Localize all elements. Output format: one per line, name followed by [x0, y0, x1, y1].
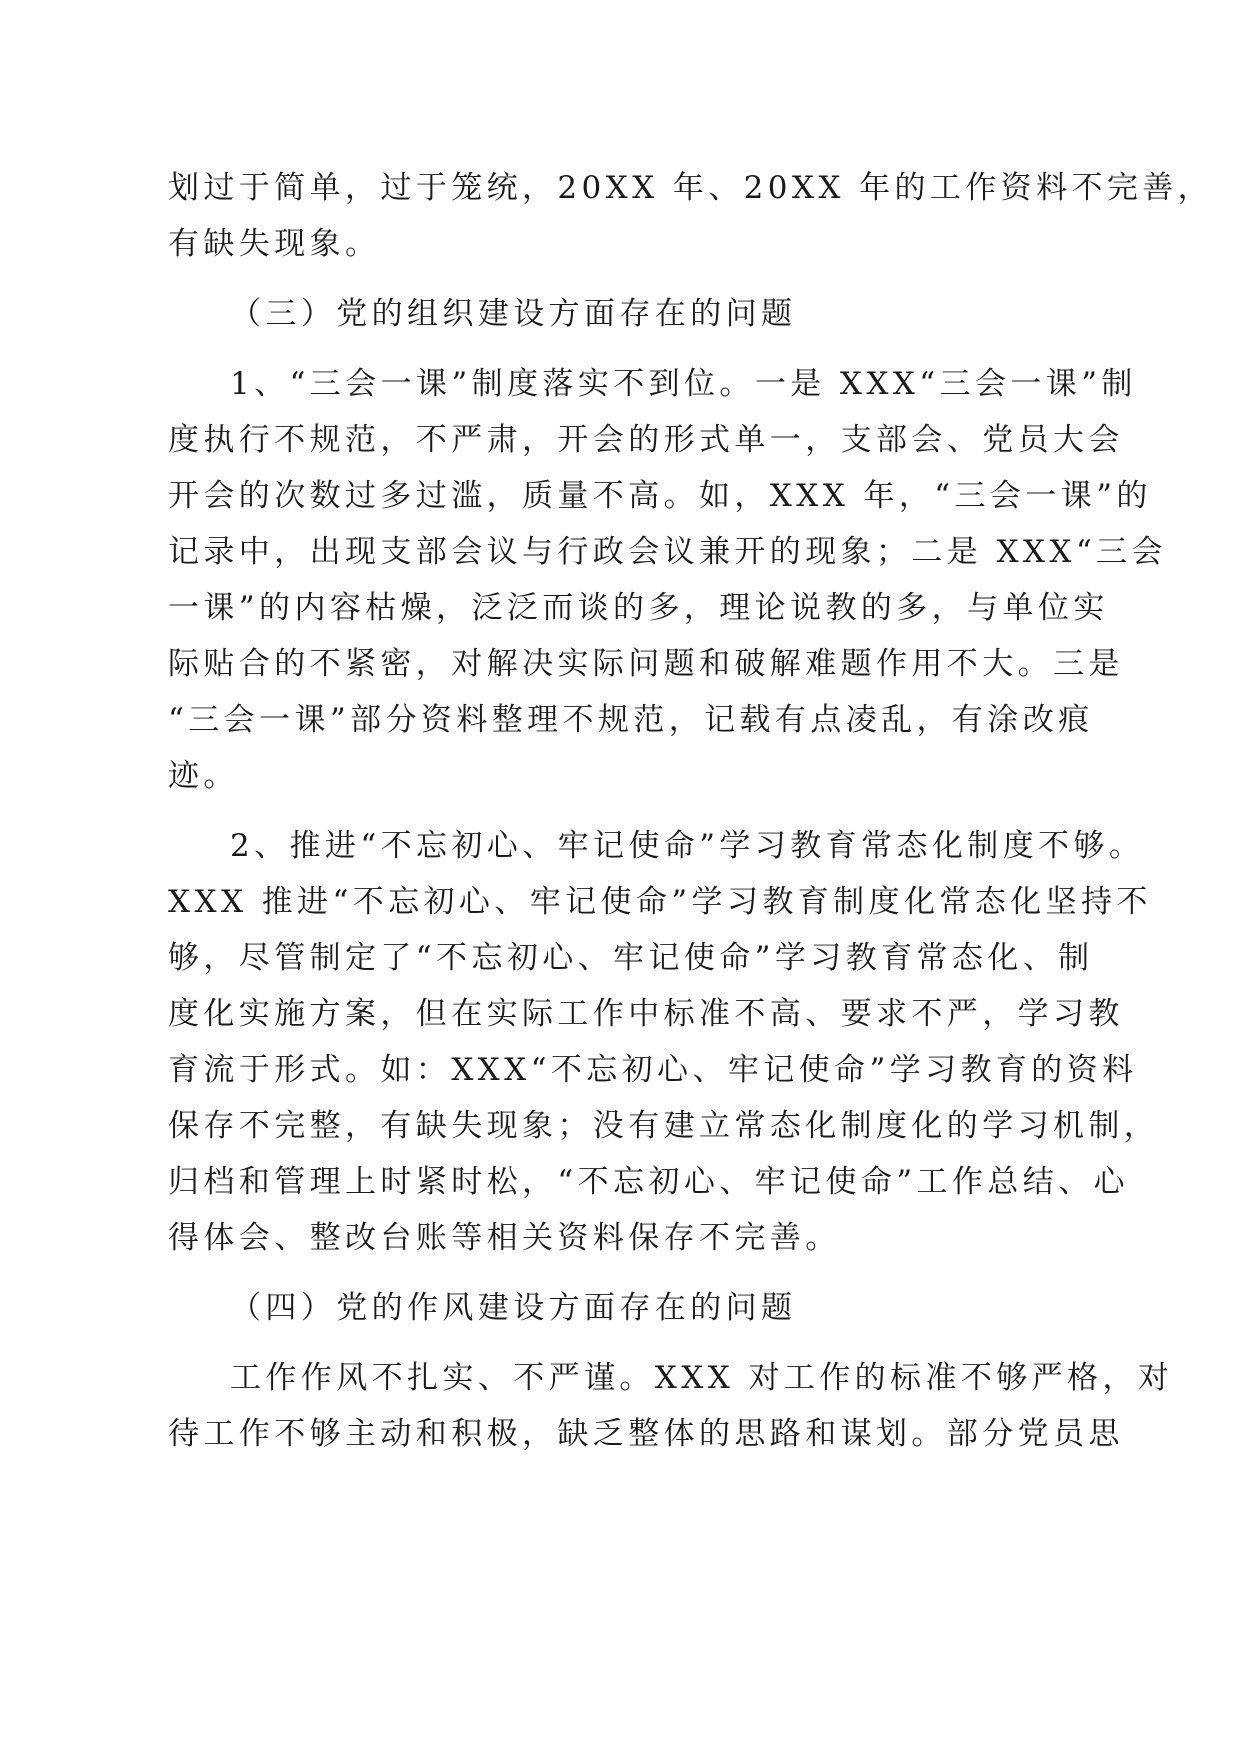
body-text-line: 划过于简单，过于笼统，20XX 年、20XX 年的工作资料不完善， — [168, 170, 1214, 206]
section-heading-4: （四）党的作风建设方面存在的问题 — [230, 1290, 797, 1326]
section-heading-3: （三）党的组织建设方面存在的问题 — [230, 296, 797, 332]
body-text-line: “三会一课”部分资料整理不规范，记载有点凌乱，有涂改痕 — [168, 702, 1094, 738]
body-text-line: 1、“三会一课”制度落实不到位。一是 XXX“三会一课”制 — [230, 366, 1137, 402]
body-text-line: 归档和管理上时紧时松，“不忘初心、牢记使命”工作总结、心 — [168, 1164, 1129, 1200]
body-text-line: 2、推进“不忘初心、牢记使命”学习教育常态化制度不够。 — [230, 828, 1145, 864]
body-text-line: 得体会、整改台账等相关资料保存不完善。 — [168, 1220, 841, 1256]
body-text-line: 育流于形式。如：XXX“不忘初心、牢记使命”学习教育的资料 — [168, 1052, 1138, 1088]
body-text-line: 开会的次数过多过滥，质量不高。如，XXX 年，“三会一课”的 — [168, 478, 1152, 514]
body-text-line: 际贴合的不紧密，对解决实际问题和破解难题作用不大。三是 — [168, 646, 1124, 682]
body-text-line: 迹。 — [168, 758, 239, 794]
body-text-line: 记录中，出现支部会议与行政会议兼开的现象；二是 XXX“三会 — [168, 534, 1167, 570]
body-text-line: 待工作不够主动和积极，缺乏整体的思路和谋划。部分党员思 — [168, 1416, 1124, 1452]
body-text-line: 够，尽管制定了“不忘初心、牢记使命”学习教育常态化、制 — [168, 940, 1094, 976]
body-text-line: 保存不完整，有缺失现象；没有建立常态化制度化的学习机制， — [168, 1108, 1160, 1144]
body-text-line: 工作作风不扎实、不严谨。XXX 对工作的标准不够严格，对 — [230, 1360, 1174, 1396]
body-text-line: 度化实施方案，但在实际工作中标准不高、要求不严，学习教 — [168, 996, 1124, 1032]
body-text-line: 度执行不规范，不严肃，开会的形式单一，支部会、党员大会 — [168, 422, 1124, 458]
body-text-line: 有缺失现象。 — [168, 226, 381, 262]
body-text-line: XXX 推进“不忘初心、牢记使命”学习教育制度化常态化坚持不 — [168, 884, 1152, 920]
body-text-line: 一课”的内容枯燥，泛泛而谈的多，理论说教的多，与单位实 — [168, 590, 1109, 626]
